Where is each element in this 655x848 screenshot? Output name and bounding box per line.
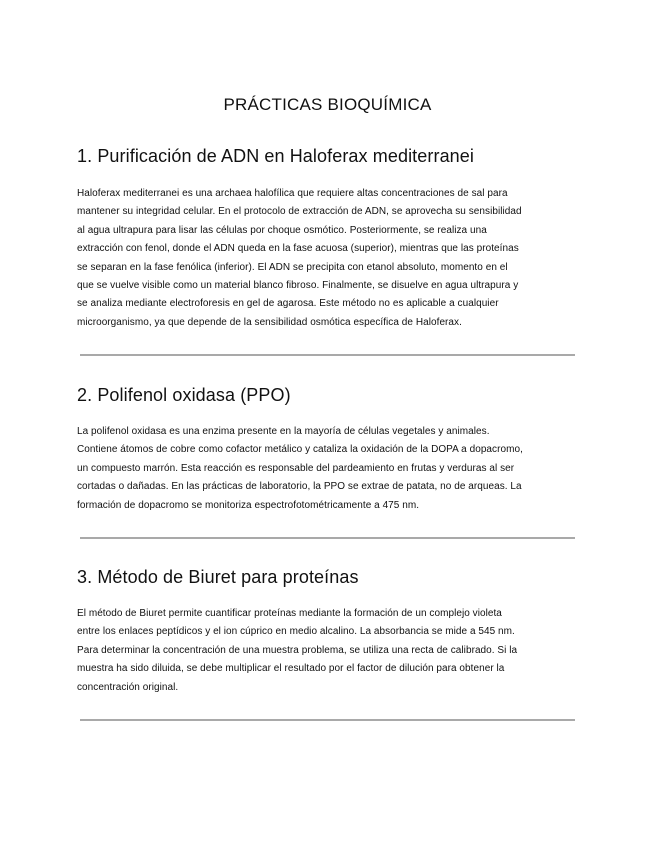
paragraph-line: La polifenol oxidasa es una enzima presente en la mayoría de células vegetales y animales.	[77, 426, 490, 437]
section-heading-ppo: 2. Polifenol oxidasa (PPO)	[77, 385, 291, 405]
paragraph-line: formación de dopacromo se monitoriza espectrofotométricamente a 475 nm.	[77, 499, 420, 511]
paragraph-line: concentración original.	[77, 681, 179, 693]
paragraph-line: cortadas o dañadas. En las prácticas de laboratorio, la PPO se extrae de patata, no de arqueas. La	[77, 481, 522, 493]
section-divider	[80, 537, 575, 539]
document-title: PRÁCTICAS BIOQUÍMICA	[223, 95, 432, 114]
paragraph-line: se separan en la fase fenólica (inferior). El ADN se precipita con etanol absoluto, momento en el	[77, 261, 508, 273]
section-body-adn	[77, 185, 577, 332]
paragraph-line: Contiene átomos de cobre como cofactor metálico y cataliza la oxidación de la DOPA a dopacromo,	[77, 444, 523, 456]
section-body-ppo	[77, 423, 577, 515]
paragraph-line: mantener su integridad celular. En el protocolo de extracción de ADN, se aprovecha su sensibilidad	[77, 206, 522, 218]
section-heading-biuret: 3. Método de Biuret para proteínas	[77, 567, 359, 587]
paragraph-line: se analiza mediante electroforesis en gel de agarosa. Este método no es aplicable a cualquier	[77, 298, 499, 310]
paragraph-line: Haloferax mediterranei es una archaea halofílica que requiere altas concentraciones de sal para	[77, 188, 508, 199]
paragraph-line: microorganismo, ya que depende de la sensibilidad osmótica específica de Haloferax.	[77, 316, 462, 328]
section-divider	[80, 719, 575, 721]
section-body-biuret	[77, 605, 577, 697]
paragraph-line: Para determinar la concentración de una muestra problema, se utiliza una recta de calibrado. Si la	[77, 644, 518, 656]
section-divider	[80, 354, 575, 356]
paragraph-line: muestra ha sido diluida, se debe multiplicar el resultado por el factor de dilución para obtener la	[77, 663, 505, 675]
paragraph-line: un compuesto marrón. Esta reacción es responsable del pardeamiento en frutas y verduras al ser	[77, 462, 515, 474]
paragraph-line: al agua ultrapura para lisar las células por choque osmótico. Posteriormente, se realiza una	[77, 224, 487, 236]
paragraph-line: entre los enlaces peptídicos y el ion cúprico en medio alcalino. La absorbancia se mide a 545 nm.	[77, 626, 515, 638]
paragraph-line: extracción con fenol, donde el ADN queda en la fase acuosa (superior), mientras que las proteínas	[77, 243, 519, 255]
paragraph-line: que se vuelve visible como un material blanco fibroso. Finalmente, se disuelve en agua ultrapura y	[77, 280, 519, 292]
paragraph-line: El método de Biuret permite cuantificar proteínas mediante la formación de un complejo violeta	[77, 608, 502, 619]
section-heading-adn: 1. Purificación de ADN en Haloferax mediterranei	[77, 146, 474, 166]
